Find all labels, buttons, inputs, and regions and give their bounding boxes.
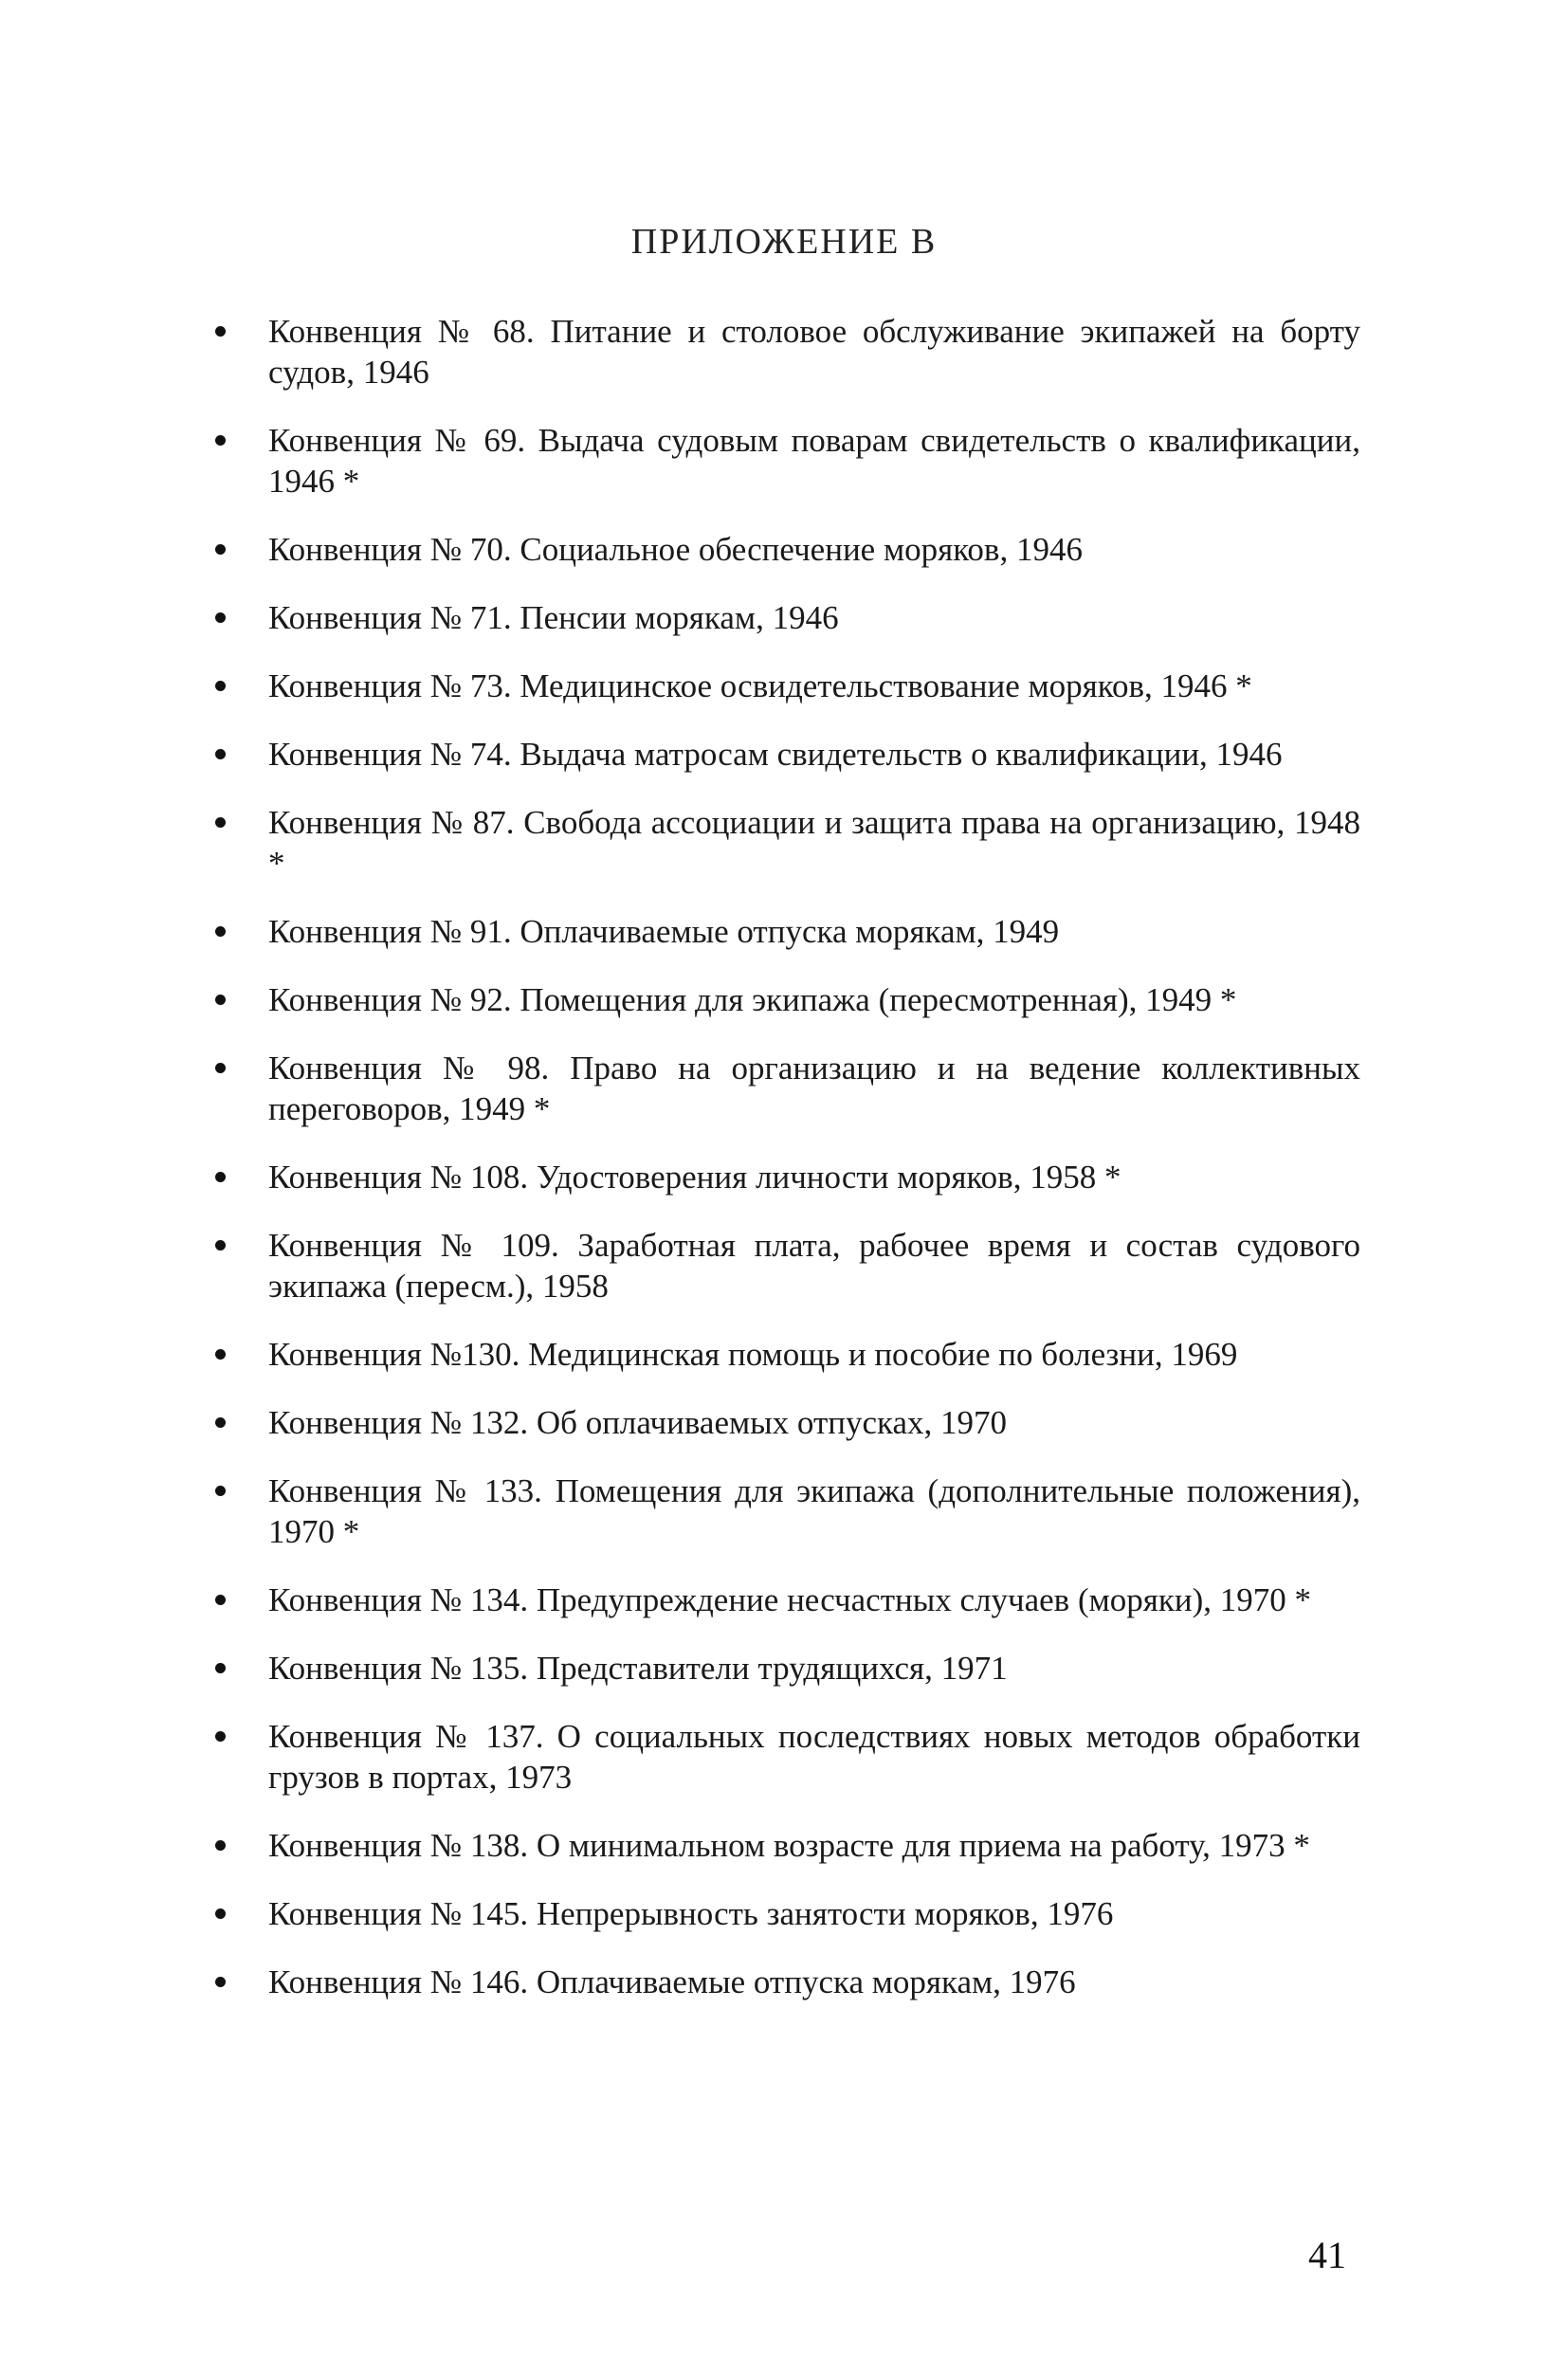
- bullet-icon: [215, 435, 226, 446]
- list-item: [209, 802, 1360, 884]
- bullet-icon: [215, 1486, 226, 1496]
- bullet-icon: [215, 926, 226, 937]
- bullet-icon: [215, 1349, 226, 1360]
- bullet-icon: [215, 1240, 226, 1251]
- list-item-text: Конвенция № 74. Выдача матросам свидетельств о квалификации, 1946: [268, 736, 1283, 773]
- list-item: [209, 1893, 1360, 1934]
- list-item-text: Конвенция № 134. Предупреждение несчастных случаев (моряки), 1970 *: [268, 1581, 1311, 1618]
- list-item-text: Конвенция № 98. Право на организацию и на ведение коллективных переговоров, 1949 *: [268, 1050, 1360, 1127]
- list-item-text: Конвенция № 146. Оплачиваемые отпуска морякам, 1976: [268, 1963, 1076, 2000]
- list-item: [209, 311, 1360, 393]
- list-item: [209, 666, 1360, 706]
- bullet-icon: [215, 681, 226, 691]
- list-item-text: Конвенция № 133. Помещения для экипажа (дополнительные положения), 1970 *: [268, 1472, 1360, 1550]
- bullet-icon: [215, 1977, 226, 1987]
- bullet-icon: [215, 1063, 226, 1073]
- list-item: [209, 1048, 1360, 1129]
- list-item: [209, 420, 1360, 502]
- list-item-text: Конвенция №130. Медицинская помощь и пособие по болезни, 1969: [268, 1336, 1238, 1373]
- list-item: [209, 1580, 1360, 1620]
- list-item-text: Конвенция № 73. Медицинское освидетельствование моряков, 1946 *: [268, 667, 1252, 704]
- list-item-text: Конвенция № 135. Представители трудящихся, 1971: [268, 1650, 1008, 1687]
- list-item: [209, 1334, 1360, 1375]
- bullet-icon: [215, 749, 226, 759]
- bullet-icon: [215, 544, 226, 555]
- bullet-icon: [215, 817, 226, 828]
- list-item-text: Конвенция № 91. Оплачиваемые отпуска морякам, 1949: [268, 913, 1060, 950]
- list-item-text: Конвенция № 87. Свобода ассоциации и защита права на организацию, 1948 *: [268, 804, 1360, 882]
- list-item-text: Конвенция № 108. Удостоверения личности моряков, 1958 *: [268, 1159, 1121, 1196]
- list-item: [209, 1157, 1360, 1197]
- list-item: [209, 734, 1360, 775]
- list-item: [209, 1648, 1360, 1689]
- bullet-icon: [215, 612, 226, 623]
- bullet-icon: [215, 1731, 226, 1742]
- bullet-icon: [215, 1840, 226, 1851]
- page-title: ПРИЛОЖЕНИЕ В: [630, 222, 938, 262]
- bullet-icon: [215, 1172, 226, 1182]
- bullet-icon: [215, 326, 226, 337]
- bullet-icon: [215, 1595, 226, 1605]
- list-item: [209, 911, 1360, 952]
- bullet-icon: [215, 1417, 226, 1428]
- list-item-text: Конвенция № 137. О социальных последствиях новых методов обработки грузов в портах, 1973: [268, 1718, 1360, 1796]
- list-item: [209, 529, 1360, 570]
- list-item-text: Конвенция № 70. Социальное обеспечение моряков, 1946: [268, 531, 1083, 568]
- list-item: [209, 1470, 1360, 1552]
- list-item: [209, 1225, 1360, 1306]
- bullet-icon: [215, 995, 226, 1005]
- bullet-icon: [215, 1908, 226, 1919]
- list-item: [209, 1402, 1360, 1443]
- list-item-text: Конвенция № 138. О минимальном возрасте для приема на работу, 1973 *: [268, 1827, 1310, 1864]
- list-item-text: Конвенция № 92. Помещения для экипажа (пересмотренная), 1949 *: [268, 981, 1237, 1018]
- list-item: [209, 1825, 1360, 1866]
- list-item-text: Конвенция № 68. Питание и столовое обслуживание экипажей на борту судов, 1946: [268, 313, 1360, 391]
- list-item: [209, 1962, 1360, 2002]
- list-item: [209, 1716, 1360, 1798]
- list-item-text: Конвенция № 71. Пенсии морякам, 1946: [268, 599, 839, 636]
- list-item-text: Конвенция № 145. Непрерывность занятости моряков, 1976: [268, 1895, 1114, 1932]
- list-item-text: Конвенция № 109. Заработная плата, рабочее время и состав судового экипажа (пересм.), 1958: [268, 1227, 1360, 1305]
- bullet-icon: [215, 1663, 226, 1673]
- list-item: [209, 597, 1360, 638]
- convention-list: [209, 311, 1360, 2030]
- list-item-text: Конвенция № 69. Выдача судовым поварам свидетельств о квалификации, 1946 *: [268, 422, 1360, 500]
- page-number: 41: [1308, 2234, 1346, 2276]
- list-item: [209, 979, 1360, 1020]
- list-item-text: Конвенция № 132. Об оплачиваемых отпусках, 1970: [268, 1404, 1008, 1441]
